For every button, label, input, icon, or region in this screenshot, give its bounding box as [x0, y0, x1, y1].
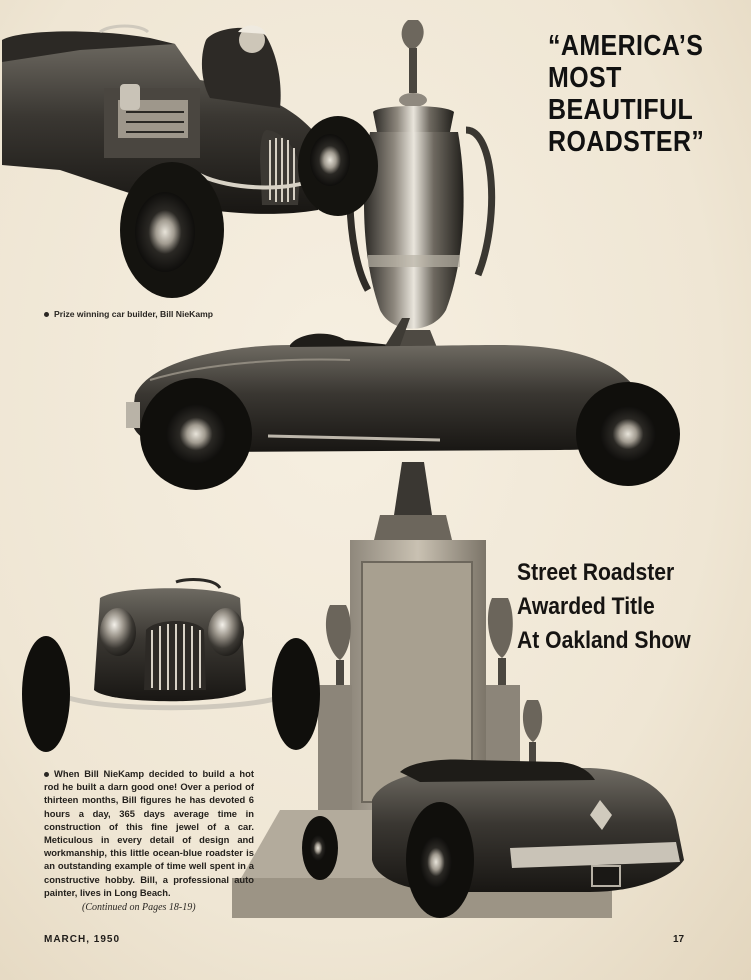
headline-line: “AMERICA’S	[548, 30, 704, 62]
headline-line: BEAUTIFUL	[548, 94, 694, 126]
article-body-text: When Bill NieKamp decided to build a hot rod he built a darn good one! Over a period of thirteen months, Bill figures he has devoted 6 hours a day, 365 days average time in construction of this fine jewel of a car. Meticulous in every detail of design and workmanship, this little ocean-blue roadster is an outstanding example of time well spent in a constructive hobby. Bill, a professional auto painter, lives in Long Beach.	[44, 768, 254, 898]
continued-note: (Continued on Pages 18-19)	[82, 902, 196, 913]
bullet-icon	[44, 772, 49, 777]
photo-caption-text: Prize winning car builder, Bill NieKamp	[54, 309, 214, 319]
subheadline-line: Awarded Title	[517, 593, 655, 620]
bullet-icon	[44, 312, 49, 317]
article-body	[44, 767, 254, 899]
headline-line: ROADSTER”	[548, 126, 705, 158]
headline	[548, 30, 711, 158]
page-number: 17	[673, 934, 685, 945]
front-view-photo	[22, 580, 320, 752]
headline-line: MOST	[548, 62, 622, 94]
engine-photo	[2, 25, 378, 298]
photo-caption	[44, 309, 213, 319]
subheadline-line: Street Roadster	[517, 559, 675, 586]
subheadline-line: At Oakland Show	[517, 627, 691, 654]
subheadline	[517, 556, 719, 658]
issue-date: MARCH, 1950	[44, 934, 121, 945]
